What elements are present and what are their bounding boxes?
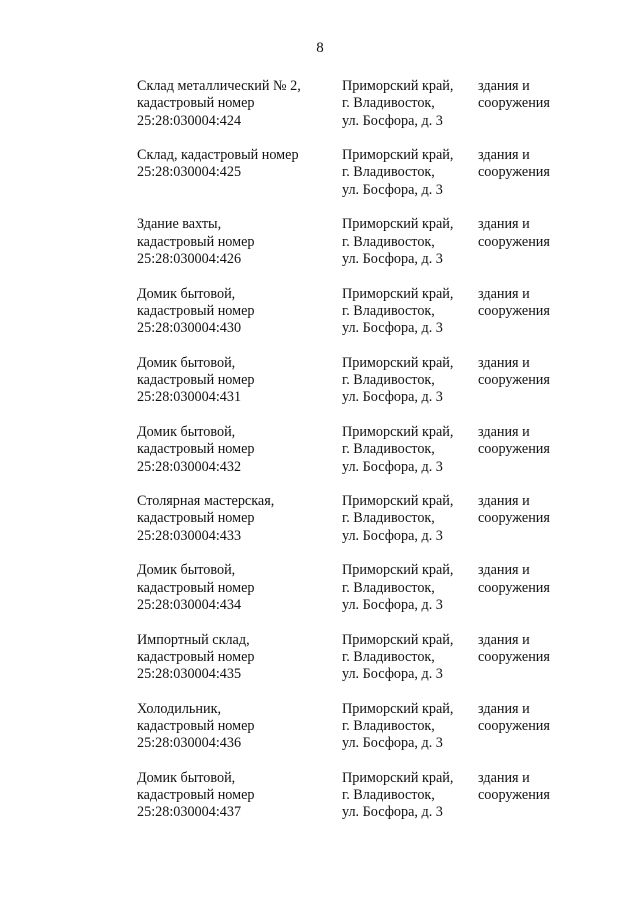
address-line: ул. Босфора, д. 3 xyxy=(342,666,443,683)
address-line: Приморский край, xyxy=(342,78,454,94)
object-name-line: 25:28:030004:431 xyxy=(137,389,242,406)
address-cell xyxy=(342,78,478,147)
object-name-cell xyxy=(137,562,342,631)
asset-type-cell xyxy=(478,562,577,631)
object-name-line: 25:28:030004:434 xyxy=(137,596,242,613)
asset-type-cell xyxy=(478,424,577,493)
asset-type-line: здания и xyxy=(478,285,530,302)
table-row xyxy=(137,216,577,285)
address-cell xyxy=(342,355,478,424)
address-cell xyxy=(342,147,478,216)
object-name-line: 25:28:030004:426 xyxy=(137,250,242,267)
asset-type-line: сооружения xyxy=(478,164,550,181)
object-name-line: 25:28:030004:430 xyxy=(137,320,242,337)
object-name-line: кадастровый номер xyxy=(137,579,255,596)
address-cell xyxy=(342,286,478,355)
object-name-line: Склад металлический № 2, xyxy=(137,78,301,94)
object-name-line: 25:28:030004:432 xyxy=(137,458,242,475)
object-name-line: Склад, кадастровый номер xyxy=(137,147,299,164)
asset-type-line: сооружения xyxy=(478,233,550,250)
object-name-line: Домик бытовой, xyxy=(137,769,236,786)
table-row xyxy=(137,286,577,355)
object-name-line: Домик бытовой, xyxy=(137,423,236,440)
asset-type-cell xyxy=(478,355,577,424)
object-name-line: Здание вахты, xyxy=(137,216,222,233)
object-name-line: 25:28:030004:436 xyxy=(137,735,242,752)
address-cell xyxy=(342,424,478,493)
address-line: Приморский край, xyxy=(342,631,454,648)
object-name-line: кадастровый номер xyxy=(137,233,255,250)
asset-type-line: сооружения xyxy=(478,372,550,389)
object-name-line: кадастровый номер xyxy=(137,372,255,389)
address-line: Приморский край, xyxy=(342,423,454,440)
address-line: г. Владивосток, xyxy=(342,787,435,804)
asset-type-cell xyxy=(478,78,577,147)
address-line: г. Владивосток, xyxy=(342,579,435,596)
object-name-line: кадастровый номер xyxy=(137,95,255,112)
object-name-line: 25:28:030004:437 xyxy=(137,804,242,821)
address-line: Приморский край, xyxy=(342,769,454,786)
address-cell xyxy=(342,632,478,701)
asset-type-line: здания и xyxy=(478,147,530,164)
object-name-line: кадастровый номер xyxy=(137,510,255,527)
address-line: Приморский край, xyxy=(342,147,454,164)
address-line: ул. Босфора, д. 3 xyxy=(342,320,443,337)
asset-type-line: здания и xyxy=(478,493,530,510)
object-name-line: 25:28:030004:435 xyxy=(137,666,242,683)
address-line: г. Владивосток, xyxy=(342,164,435,181)
table-row xyxy=(137,562,577,631)
object-name-cell xyxy=(137,355,342,424)
address-line: ул. Босфора, д. 3 xyxy=(342,804,443,821)
asset-type-cell xyxy=(478,632,577,701)
address-line: ул. Босфора, д. 3 xyxy=(342,527,443,544)
asset-type-cell xyxy=(478,147,577,216)
address-line: г. Владивосток, xyxy=(342,441,435,458)
object-name-line: Столярная мастерская, xyxy=(137,493,275,510)
address-line: ул. Босфора, д. 3 xyxy=(342,458,443,475)
asset-type-line: здания и xyxy=(478,78,530,94)
address-line: ул. Босфора, д. 3 xyxy=(342,181,443,198)
table-row xyxy=(137,424,577,493)
object-name-cell xyxy=(137,424,342,493)
address-line: Приморский край, xyxy=(342,700,454,717)
address-cell xyxy=(342,493,478,562)
asset-type-line: сооружения xyxy=(478,717,550,734)
address-line: ул. Босфора, д. 3 xyxy=(342,250,443,267)
object-name-line: кадастровый номер xyxy=(137,441,255,458)
asset-type-line: здания и xyxy=(478,216,530,233)
asset-type-line: сооружения xyxy=(478,579,550,596)
asset-type-line: здания и xyxy=(478,423,530,440)
table-row xyxy=(137,770,577,839)
object-name-line: Импортный склад, xyxy=(137,631,250,648)
address-cell xyxy=(342,562,478,631)
property-table xyxy=(137,78,577,839)
asset-type-line: здания и xyxy=(478,354,530,371)
object-name-line: 25:28:030004:433 xyxy=(137,527,242,544)
address-line: г. Владивосток, xyxy=(342,372,435,389)
address-line: г. Владивосток, xyxy=(342,233,435,250)
object-name-cell xyxy=(137,286,342,355)
address-cell xyxy=(342,770,478,839)
asset-type-line: здания и xyxy=(478,700,530,717)
object-name-line: кадастровый номер xyxy=(137,717,255,734)
address-line: г. Владивосток, xyxy=(342,717,435,734)
address-cell xyxy=(342,701,478,770)
address-cell xyxy=(342,216,478,285)
object-name-line: кадастровый номер xyxy=(137,648,255,665)
table-row xyxy=(137,493,577,562)
object-name-line: кадастровый номер xyxy=(137,302,255,319)
table-row xyxy=(137,701,577,770)
object-name-cell xyxy=(137,216,342,285)
object-name-line: 25:28:030004:425 xyxy=(137,164,242,181)
address-line: ул. Босфора, д. 3 xyxy=(342,596,443,613)
table-row xyxy=(137,78,577,147)
asset-type-line: сооружения xyxy=(478,95,550,112)
asset-type-line: сооружения xyxy=(478,648,550,665)
table-row xyxy=(137,147,577,216)
address-line: ул. Босфора, д. 3 xyxy=(342,389,443,406)
address-line: ул. Босфора, д. 3 xyxy=(342,112,443,129)
address-line: ул. Босфора, д. 3 xyxy=(342,735,443,752)
address-line: Приморский край, xyxy=(342,354,454,371)
address-line: г. Владивосток, xyxy=(342,95,435,112)
asset-type-cell xyxy=(478,216,577,285)
address-line: Приморский край, xyxy=(342,285,454,302)
address-line: г. Владивосток, xyxy=(342,302,435,319)
object-name-cell xyxy=(137,632,342,701)
object-name-line: Домик бытовой, xyxy=(137,285,236,302)
asset-type-line: сооружения xyxy=(478,302,550,319)
table-row xyxy=(137,632,577,701)
address-line: Приморский край, xyxy=(342,493,454,510)
page-number: 8 xyxy=(316,40,324,56)
asset-type-line: здания и xyxy=(478,769,530,786)
object-name-line: Домик бытовой, xyxy=(137,562,236,579)
asset-type-cell xyxy=(478,770,577,839)
object-name-cell xyxy=(137,493,342,562)
address-line: Приморский край, xyxy=(342,216,454,233)
object-name-line: кадастровый номер xyxy=(137,787,255,804)
object-name-line: Холодильник, xyxy=(137,700,222,717)
asset-type-cell xyxy=(478,286,577,355)
object-name-line: 25:28:030004:424 xyxy=(137,112,242,129)
table-row xyxy=(137,355,577,424)
asset-type-cell xyxy=(478,701,577,770)
asset-type-line: сооружения xyxy=(478,510,550,527)
address-line: Приморский край, xyxy=(342,562,454,579)
object-name-cell xyxy=(137,770,342,839)
object-name-cell xyxy=(137,701,342,770)
address-line: г. Владивосток, xyxy=(342,648,435,665)
address-line: г. Владивосток, xyxy=(342,510,435,527)
asset-type-line: здания и xyxy=(478,562,530,579)
asset-type-line: сооружения xyxy=(478,787,550,804)
asset-type-cell xyxy=(478,493,577,562)
object-name-line: Домик бытовой, xyxy=(137,354,236,371)
object-name-cell xyxy=(137,78,342,147)
asset-type-line: здания и xyxy=(478,631,530,648)
asset-type-line: сооружения xyxy=(478,441,550,458)
object-name-cell xyxy=(137,147,342,216)
